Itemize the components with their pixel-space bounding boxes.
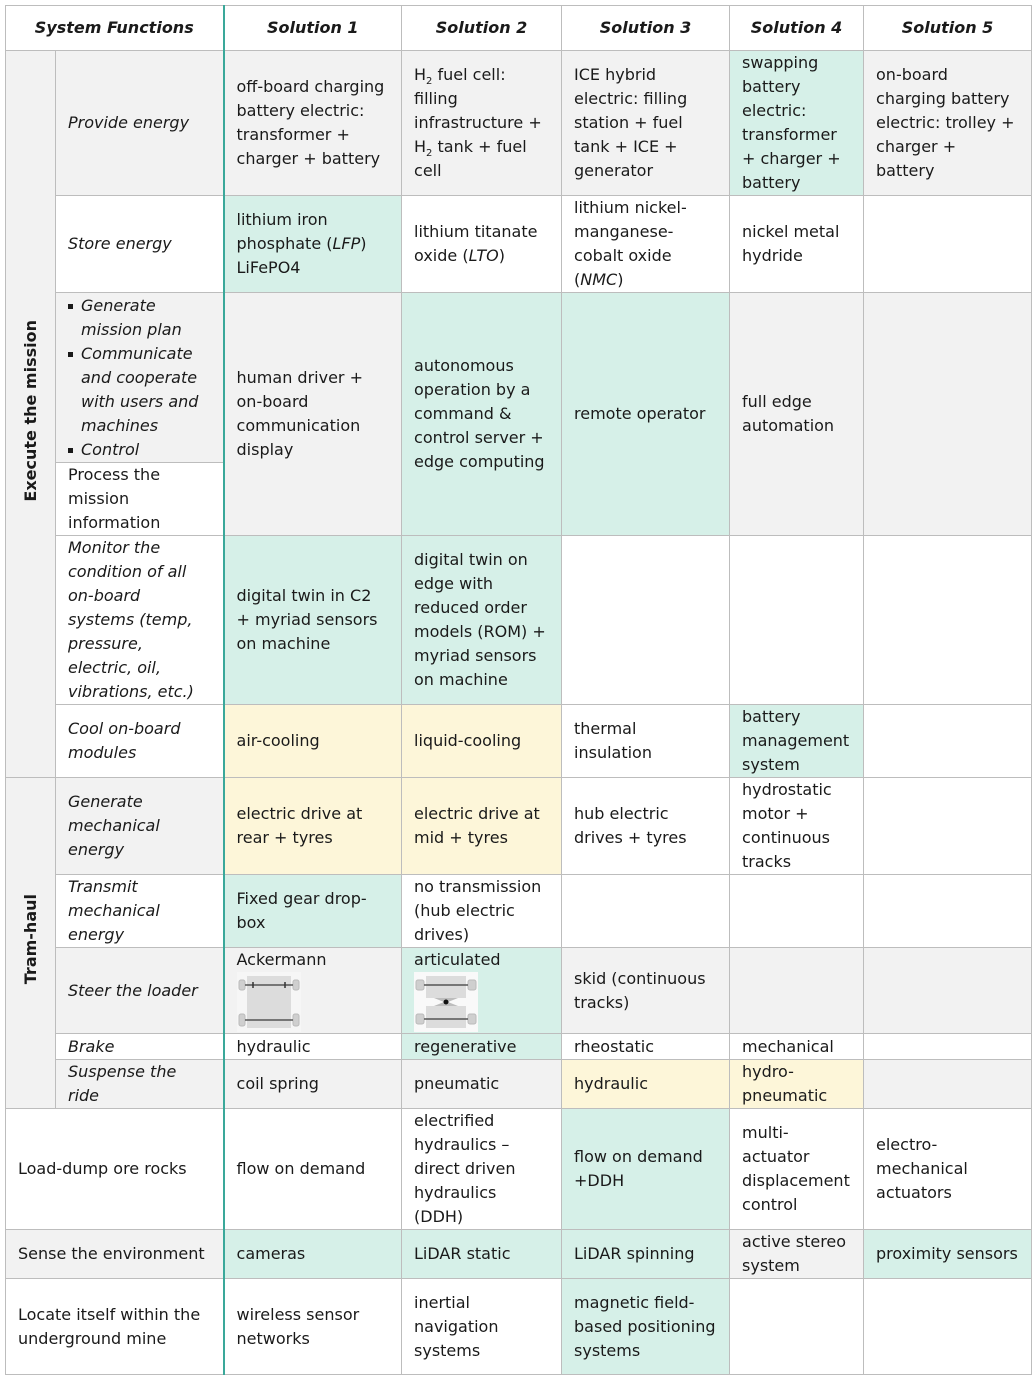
cell-cool-s4: battery management system <box>730 705 864 778</box>
cell-store-s1: lithium iron phosphate (LFP) LiFePO4 <box>224 196 402 293</box>
cell-sense-s1: cameras <box>224 1230 402 1279</box>
function-locate-itself: Locate itself within the underground mine <box>6 1279 224 1375</box>
cell-locate-s2: inertial navigation systems <box>402 1279 562 1375</box>
header-solution-1: Solution 1 <box>224 6 402 51</box>
cell-transmit-s4 <box>730 875 864 948</box>
cell-store-s4: nickel metal hydride <box>730 196 864 293</box>
cell-mission-s3: remote operator <box>562 293 730 536</box>
header-solution-2: Solution 2 <box>402 6 562 51</box>
morphological-table <box>5 5 1032 1375</box>
row-provide-energy <box>6 51 1032 196</box>
function-cool-modules: Cool on-board modules <box>56 705 224 778</box>
cell-steer-s2 <box>402 948 562 1034</box>
header-row <box>6 6 1032 51</box>
row-monitor <box>6 536 1032 705</box>
cell-transmit-s5 <box>864 875 1032 948</box>
header-solution-4: Solution 4 <box>730 6 864 51</box>
cell-locate-s4 <box>730 1279 864 1375</box>
cell-cool-s5 <box>864 705 1032 778</box>
cell-provide-s3: ICE hybrid electric: filling station + fuel tank + ICE + generator <box>562 51 730 196</box>
header-solution-3: Solution 3 <box>562 6 730 51</box>
bullet-control: Control <box>81 438 211 462</box>
cell-load-s1: flow on demand <box>224 1109 402 1230</box>
bullet-generate-mission-plan: Generate mission plan <box>81 294 211 342</box>
cell-cool-s2: liquid-cooling <box>402 705 562 778</box>
bullet-communicate-cooperate: Communicate and cooperate with users and machines <box>81 342 211 438</box>
steer-ackermann-label: Ackermann <box>236 950 327 969</box>
cell-monitor-s2: digital twin on edge with reduced order models (ROM) + myriad sensors on machine <box>402 536 562 705</box>
steer-articulated-label: articulated <box>414 950 501 969</box>
cell-mission-s1: human driver + on-board communication display <box>224 293 402 536</box>
function-suspense-ride: Suspense the ride <box>56 1060 224 1109</box>
cell-provide-s4: swapping battery electric: transformer + charger + battery <box>730 51 864 196</box>
cell-load-s5: electro-mechanical actuators <box>864 1109 1032 1230</box>
cell-transmit-s3 <box>562 875 730 948</box>
cell-sense-s5: proximity sensors <box>864 1230 1032 1279</box>
cell-generate-s3: hub electric drives + tyres <box>562 778 730 875</box>
cell-brake-s1: hydraulic <box>224 1034 402 1060</box>
articulated-diagram-icon <box>414 972 478 1032</box>
row-mission-functions <box>6 293 1032 463</box>
cell-sense-s2: LiDAR static <box>402 1230 562 1279</box>
cell-generate-s2: electric drive at mid + tyres <box>402 778 562 875</box>
cell-store-s5 <box>864 196 1032 293</box>
cell-generate-s4: hydrostatic motor + continuous tracks <box>730 778 864 875</box>
cell-provide-s1: off-board charging battery electric: transformer + charger + battery <box>224 51 402 196</box>
row-transmit-mechanical <box>6 875 1032 948</box>
cell-sense-s4: active stereo system <box>730 1230 864 1279</box>
row-locate <box>6 1279 1032 1375</box>
function-steer-loader: Steer the loader <box>56 948 224 1034</box>
function-sense-environment: Sense the environment <box>6 1230 224 1279</box>
cell-monitor-s3 <box>562 536 730 705</box>
cell-transmit-s1: Fixed gear drop-box <box>224 875 402 948</box>
row-load-dump <box>6 1109 1032 1230</box>
cell-locate-s3: magnetic field-based positioning systems <box>562 1279 730 1375</box>
cell-locate-s5 <box>864 1279 1032 1375</box>
row-generate-mechanical <box>6 778 1032 875</box>
function-provide-energy: Provide energy <box>56 51 224 196</box>
header-system-functions: System Functions <box>6 6 224 51</box>
cell-steer-s3: skid (continuous tracks) <box>562 948 730 1034</box>
row-suspense <box>6 1060 1032 1109</box>
cell-monitor-s1: digital twin in C2 + myriad sensors on machine <box>224 536 402 705</box>
cell-store-s3: lithium nickel-manganese-cobalt oxide (NMC) <box>562 196 730 293</box>
row-store-energy <box>6 196 1032 293</box>
mission-bullet-list <box>68 294 211 462</box>
cell-brake-s3: rheostatic <box>562 1034 730 1060</box>
cell-provide-s2: $H_2$ fuel cell: filling infrastructure + $H_2$ tank + fuel cell <box>402 51 562 196</box>
function-monitor-condition: Monitor the condition of all on-board systems (temp, pressure, electric, oil, vibrations, etc.) <box>56 536 224 705</box>
cell-monitor-s4 <box>730 536 864 705</box>
cell-provide-s5: on-board charging battery electric: trolley + charger + battery <box>864 51 1032 196</box>
cell-generate-s1: electric drive at rear + tyres <box>224 778 402 875</box>
cell-brake-s2: regenerative <box>402 1034 562 1060</box>
cell-locate-s1: wireless sensor networks <box>224 1279 402 1375</box>
cell-mission-s4: full edge automation <box>730 293 864 536</box>
cell-suspense-s3: hydraulic <box>562 1060 730 1109</box>
cell-load-s3: flow on demand +DDH <box>562 1109 730 1230</box>
cell-brake-s5 <box>864 1034 1032 1060</box>
cell-steer-s5 <box>864 948 1032 1034</box>
cell-store-s2: lithium titanate oxide (LTO) <box>402 196 562 293</box>
row-sense <box>6 1230 1032 1279</box>
cell-steer-s1 <box>224 948 402 1034</box>
cell-steer-s4 <box>730 948 864 1034</box>
row-brake <box>6 1034 1032 1060</box>
row-cool <box>6 705 1032 778</box>
row-steer <box>6 948 1032 1034</box>
cell-generate-s5 <box>864 778 1032 875</box>
function-process-mission-information: Process the mission information <box>56 463 224 536</box>
function-transmit-mechanical-energy: Transmit mechanical energy <box>56 875 224 948</box>
function-brake: Brake <box>56 1034 224 1060</box>
group-tram-haul: Tram-haul <box>6 778 56 1109</box>
ackermann-diagram-icon <box>237 972 301 1032</box>
cell-suspense-s5 <box>864 1060 1032 1109</box>
header-solution-5: Solution 5 <box>864 6 1032 51</box>
function-store-energy: Store energy <box>56 196 224 293</box>
function-generate-mechanical-energy: Generate mechanical energy <box>56 778 224 875</box>
cell-suspense-s1: coil spring <box>224 1060 402 1109</box>
cell-brake-s4: mechanical <box>730 1034 864 1060</box>
cell-sense-s3: LiDAR spinning <box>562 1230 730 1279</box>
cell-mission-s2: autonomous operation by a command & control server + edge computing <box>402 293 562 536</box>
cell-transmit-s2: no transmission (hub electric drives) <box>402 875 562 948</box>
cell-mission-s5 <box>864 293 1032 536</box>
cell-load-s4: multi-actuator displacement control <box>730 1109 864 1230</box>
function-mission-bullets <box>56 293 224 463</box>
cell-suspense-s2: pneumatic <box>402 1060 562 1109</box>
cell-cool-s1: air-cooling <box>224 705 402 778</box>
cell-load-s2: electrified hydraulics – direct driven hydraulics (DDH) <box>402 1109 562 1230</box>
cell-suspense-s4: hydro-pneumatic <box>730 1060 864 1109</box>
cell-monitor-s5 <box>864 536 1032 705</box>
function-load-dump-ore: Load-dump ore rocks <box>6 1109 224 1230</box>
cell-cool-s3: thermal insulation <box>562 705 730 778</box>
group-execute-the-mission: Execute the mission <box>6 51 56 778</box>
